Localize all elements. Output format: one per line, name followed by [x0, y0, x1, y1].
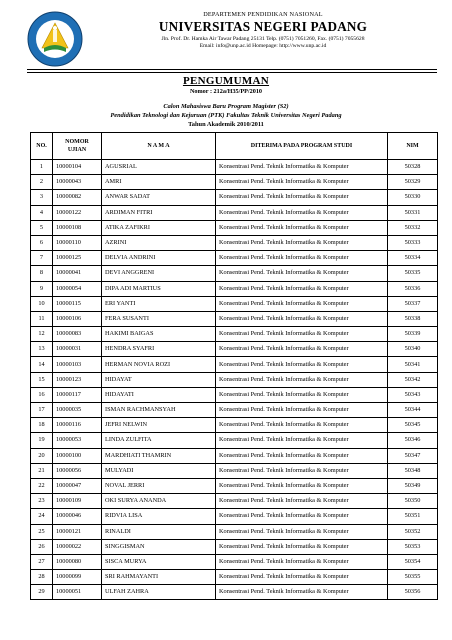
cell-nim: 50330 [388, 190, 438, 205]
cell-program-studi: Konsentrasi Pend. Teknik Informatika & Komputer [216, 175, 388, 190]
table-row [31, 372, 438, 387]
table-row [31, 539, 438, 554]
cell-nim: 50337 [388, 296, 438, 311]
cell-nim: 50338 [388, 311, 438, 326]
cell-nama: SINGGISMAN [102, 539, 216, 554]
table-row [31, 570, 438, 585]
table-row [31, 448, 438, 463]
cell-program-studi: Konsentrasi Pend. Teknik Informatika & Komputer [216, 448, 388, 463]
cell-nama: FERA SUSANTI [102, 311, 216, 326]
announcement-title: PENGUMUMAN [182, 75, 270, 87]
announcement-number: Nomor : 212a/H35/PP/2010 [189, 88, 263, 95]
cell-program-studi: Konsentrasi Pend. Teknik Informatika & Komputer [216, 266, 388, 281]
cell-program-studi: Konsentrasi Pend. Teknik Informatika & Komputer [216, 235, 388, 250]
cell-program-studi: Konsentrasi Pend. Teknik Informatika & Komputer [216, 220, 388, 235]
cell-nama: DIPA ADI MARTIUS [102, 281, 216, 296]
header-no: NO. [31, 133, 53, 160]
cell-nim: 50355 [388, 570, 438, 585]
contact-line: Email: info@unp.ac.id Homepage: http://www.unp.ac.id [199, 43, 327, 49]
cell-nim: 50339 [388, 327, 438, 342]
cell-nim: 50349 [388, 478, 438, 493]
table-row [31, 342, 438, 357]
cell-program-studi: Konsentrasi Pend. Teknik Informatika & Komputer [216, 251, 388, 266]
cell-nim: 50335 [388, 266, 438, 281]
university-name: UNIVERSITAS NEGERI PADANG [158, 19, 368, 34]
cell-program-studi: Konsentrasi Pend. Teknik Informatika & Komputer [216, 205, 388, 220]
address-line: Jln. Prof. Dr. Hamka Air Tawar Padang 25131 Telp. (0751) 7051260, Fax. (0751) 7055628 [161, 36, 365, 42]
cell-nomor-ujian: 10000035 [53, 403, 102, 418]
table-row [31, 296, 438, 311]
cell-nim: 50346 [388, 433, 438, 448]
cell-program-studi: Konsentrasi Pend. Teknik Informatika & Komputer [216, 160, 388, 175]
cell-nama: HENDRA SYAFRI [102, 342, 216, 357]
cell-nama: ERI YANTI [102, 296, 216, 311]
cell-nama: JEFRI NELWIN [102, 418, 216, 433]
cell-nama: HAKIMI BAIGAS [102, 327, 216, 342]
letterhead [88, 11, 438, 50]
cell-nama: DELVIA ANDRINI [102, 251, 216, 266]
table-row [31, 235, 438, 250]
cell-program-studi: Konsentrasi Pend. Teknik Informatika & Komputer [216, 296, 388, 311]
cell-no: 18 [31, 418, 53, 433]
cell-program-studi: Konsentrasi Pend. Teknik Informatika & Komputer [216, 342, 388, 357]
cell-nim: 50343 [388, 387, 438, 402]
cell-program-studi: Konsentrasi Pend. Teknik Informatika & Komputer [216, 311, 388, 326]
table-row [31, 327, 438, 342]
cell-nama: OKI SURYA ANANDA [102, 494, 216, 509]
cell-nim: 50353 [388, 539, 438, 554]
cell-no: 16 [31, 387, 53, 402]
cell-nomor-ujian: 10000104 [53, 160, 102, 175]
table-row [31, 175, 438, 190]
cell-nomor-ujian: 10000117 [53, 387, 102, 402]
table-row [31, 524, 438, 539]
cell-program-studi: Konsentrasi Pend. Teknik Informatika & Komputer [216, 463, 388, 478]
table-row [31, 585, 438, 600]
cell-no: 12 [31, 327, 53, 342]
cell-nomor-ujian: 10000125 [53, 251, 102, 266]
cell-nomor-ujian: 10000041 [53, 266, 102, 281]
cell-nomor-ujian: 10000115 [53, 296, 102, 311]
cell-nim: 50354 [388, 554, 438, 569]
cell-program-studi: Konsentrasi Pend. Teknik Informatika & Komputer [216, 281, 388, 296]
cell-program-studi: Konsentrasi Pend. Teknik Informatika & Komputer [216, 539, 388, 554]
cell-nim: 50340 [388, 342, 438, 357]
cell-nama: NOVAL JERRI [102, 478, 216, 493]
cell-no: 10 [31, 296, 53, 311]
header-nim: NIM [388, 133, 438, 160]
cell-no: 26 [31, 539, 53, 554]
table-row [31, 160, 438, 175]
header-divider-thin [27, 72, 437, 73]
table-header-row [31, 133, 438, 160]
cell-nim: 50356 [388, 585, 438, 600]
cell-nama: RIDVIA LISA [102, 509, 216, 524]
cell-program-studi: Konsentrasi Pend. Teknik Informatika & Komputer [216, 524, 388, 539]
cell-nomor-ujian: 10000046 [53, 509, 102, 524]
cell-program-studi: Konsentrasi Pend. Teknik Informatika & Komputer [216, 433, 388, 448]
cell-nama: LINDA ZULFITA [102, 433, 216, 448]
cell-nomor-ujian: 10000122 [53, 205, 102, 220]
cell-nomor-ujian: 10000110 [53, 235, 102, 250]
cell-no: 4 [31, 205, 53, 220]
cell-no: 11 [31, 311, 53, 326]
cell-nomor-ujian: 10000043 [53, 175, 102, 190]
cell-program-studi: Konsentrasi Pend. Teknik Informatika & Komputer [216, 585, 388, 600]
cell-program-studi: Konsentrasi Pend. Teknik Informatika & Komputer [216, 570, 388, 585]
cell-nim: 50347 [388, 448, 438, 463]
table-row [31, 190, 438, 205]
table-row [31, 554, 438, 569]
cell-nama: HERMAN NOVIA ROZI [102, 357, 216, 372]
cell-nim: 50331 [388, 205, 438, 220]
cell-nomor-ujian: 10000082 [53, 190, 102, 205]
cell-nim: 50334 [388, 251, 438, 266]
table-row [31, 509, 438, 524]
cell-program-studi: Konsentrasi Pend. Teknik Informatika & Komputer [216, 357, 388, 372]
cell-no: 25 [31, 524, 53, 539]
table-row [31, 387, 438, 402]
cell-nomor-ujian: 10000047 [53, 478, 102, 493]
cell-no: 13 [31, 342, 53, 357]
cell-no: 7 [31, 251, 53, 266]
cell-nim: 50342 [388, 372, 438, 387]
cell-no: 20 [31, 448, 53, 463]
announcement-line-3: Tahun Akademik 2010/2011 [188, 121, 264, 128]
cell-nim: 50341 [388, 357, 438, 372]
cell-no: 14 [31, 357, 53, 372]
cell-no: 23 [31, 494, 53, 509]
cell-nim: 50333 [388, 235, 438, 250]
header-nama: N A M A [102, 133, 216, 160]
cell-no: 22 [31, 478, 53, 493]
cell-nama: ANWAR SADAT [102, 190, 216, 205]
cell-no: 1 [31, 160, 53, 175]
cell-nama: SRI RAHMAYANTI [102, 570, 216, 585]
cell-program-studi: Konsentrasi Pend. Teknik Informatika & Komputer [216, 372, 388, 387]
table-row [31, 266, 438, 281]
admission-table [30, 132, 438, 600]
cell-no: 8 [31, 266, 53, 281]
cell-program-studi: Konsentrasi Pend. Teknik Informatika & Komputer [216, 494, 388, 509]
cell-nomor-ujian: 10000121 [53, 524, 102, 539]
cell-nim: 50332 [388, 220, 438, 235]
cell-program-studi: Konsentrasi Pend. Teknik Informatika & Komputer [216, 403, 388, 418]
cell-no: 17 [31, 403, 53, 418]
cell-nama: AZRINI [102, 235, 216, 250]
cell-nomor-ujian: 10000116 [53, 418, 102, 433]
cell-no: 2 [31, 175, 53, 190]
cell-nim: 50336 [388, 281, 438, 296]
table-row [31, 478, 438, 493]
cell-program-studi: Konsentrasi Pend. Teknik Informatika & Komputer [216, 387, 388, 402]
table-row [31, 403, 438, 418]
cell-nomor-ujian: 10000106 [53, 311, 102, 326]
cell-nama: ATIKA ZAFIKRI [102, 220, 216, 235]
table-row [31, 311, 438, 326]
cell-nomor-ujian: 10000051 [53, 585, 102, 600]
department-name: DEPARTEMEN PENDIDIKAN NASIONAL [203, 11, 323, 18]
cell-nomor-ujian: 10000099 [53, 570, 102, 585]
cell-nomor-ujian: 10000108 [53, 220, 102, 235]
cell-nomor-ujian: 10000054 [53, 281, 102, 296]
header-divider [27, 69, 437, 70]
cell-nama: ISMAN RACHMANSYAH [102, 403, 216, 418]
table-row [31, 463, 438, 478]
cell-nomor-ujian: 10000022 [53, 539, 102, 554]
cell-program-studi: Konsentrasi Pend. Teknik Informatika & Komputer [216, 327, 388, 342]
cell-nama: DEVI ANGGRENI [102, 266, 216, 281]
cell-nim: 50328 [388, 160, 438, 175]
cell-nim: 50329 [388, 175, 438, 190]
cell-nama: SISCA MURYA [102, 554, 216, 569]
cell-nama: ULFAH ZAHRA [102, 585, 216, 600]
cell-nomor-ujian: 10000123 [53, 372, 102, 387]
cell-no: 27 [31, 554, 53, 569]
cell-program-studi: Konsentrasi Pend. Teknik Informatika & Komputer [216, 418, 388, 433]
cell-program-studi: Konsentrasi Pend. Teknik Informatika & Komputer [216, 190, 388, 205]
cell-nomor-ujian: 10000053 [53, 433, 102, 448]
university-seal-icon [27, 10, 83, 68]
announcement-line-2: Pendidikan Teknologi dan Kejuruan (PTK) Fakultas Teknik Universitas Negeri Padang [110, 112, 342, 119]
header-nomor-ujian: NOMOR UJIAN [53, 133, 102, 160]
cell-nomor-ujian: 10000080 [53, 554, 102, 569]
cell-nim: 50351 [388, 509, 438, 524]
cell-nim: 50344 [388, 403, 438, 418]
cell-nim: 50345 [388, 418, 438, 433]
table-row [31, 433, 438, 448]
table-row [31, 494, 438, 509]
cell-no: 9 [31, 281, 53, 296]
cell-nama: HIDAYATI [102, 387, 216, 402]
cell-nim: 50352 [388, 524, 438, 539]
cell-program-studi: Konsentrasi Pend. Teknik Informatika & Komputer [216, 509, 388, 524]
cell-no: 29 [31, 585, 53, 600]
cell-nama: ARDIMAN FITRI [102, 205, 216, 220]
cell-program-studi: Konsentrasi Pend. Teknik Informatika & Komputer [216, 554, 388, 569]
cell-no: 21 [31, 463, 53, 478]
cell-no: 5 [31, 220, 53, 235]
cell-nomor-ujian: 10000031 [53, 342, 102, 357]
cell-nim: 50348 [388, 463, 438, 478]
header-program-studi: DITERIMA PADA PROGRAM STUDI [216, 133, 388, 160]
cell-no: 28 [31, 570, 53, 585]
table-body [31, 160, 438, 600]
cell-nomor-ujian: 10000056 [53, 463, 102, 478]
cell-nomor-ujian: 10000083 [53, 327, 102, 342]
cell-nama: MARDHIATI THAMRIN [102, 448, 216, 463]
cell-no: 24 [31, 509, 53, 524]
cell-nomor-ujian: 10000103 [53, 357, 102, 372]
cell-nama: RINALDI [102, 524, 216, 539]
cell-nomor-ujian: 10000109 [53, 494, 102, 509]
cell-nama: AGUSRIAL [102, 160, 216, 175]
cell-no: 3 [31, 190, 53, 205]
table-row [31, 251, 438, 266]
cell-nama: MULYADI [102, 463, 216, 478]
cell-no: 15 [31, 372, 53, 387]
cell-program-studi: Konsentrasi Pend. Teknik Informatika & Komputer [216, 478, 388, 493]
cell-nama: HIDAYAT [102, 372, 216, 387]
table-row [31, 205, 438, 220]
cell-no: 19 [31, 433, 53, 448]
table-row [31, 418, 438, 433]
table-row [31, 357, 438, 372]
table-row [31, 281, 438, 296]
cell-nama: AMRI [102, 175, 216, 190]
cell-nomor-ujian: 10000100 [53, 448, 102, 463]
announcement-line-1: Calon Mahasiswa Baru Program Magister (S2) [163, 103, 289, 110]
table-row [31, 220, 438, 235]
cell-nim: 50350 [388, 494, 438, 509]
cell-no: 6 [31, 235, 53, 250]
